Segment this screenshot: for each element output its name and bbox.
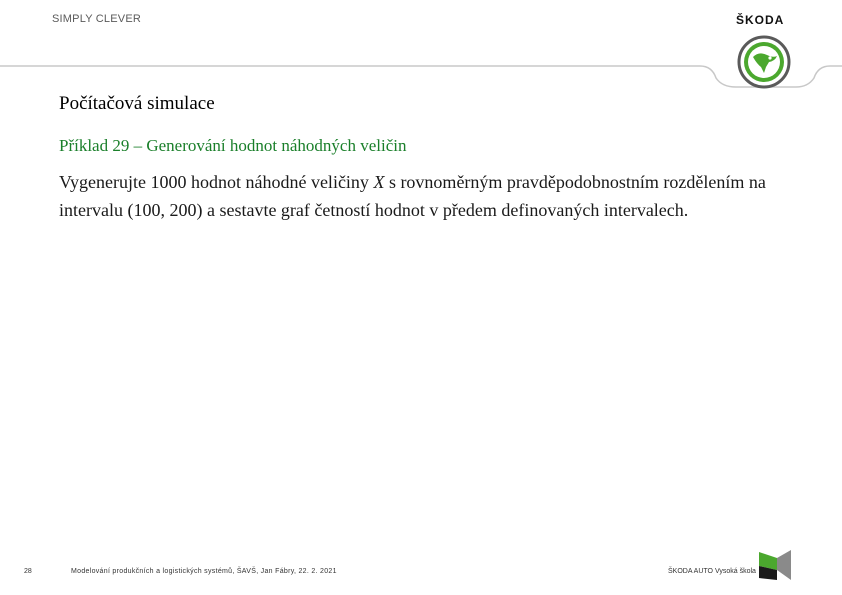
example-heading: Příklad 29 – Generování hodnot náhodných veličin bbox=[59, 136, 407, 155]
task-text-part1: Vygenerujte 1000 hodnot náhodné veličiny bbox=[59, 172, 374, 192]
skoda-winged-arrow-icon bbox=[737, 35, 791, 89]
variable-x: X bbox=[373, 172, 385, 192]
header-divider bbox=[0, 56, 842, 90]
brand-name: ŠKODA bbox=[736, 13, 785, 27]
page-title: Počítačová simulace bbox=[59, 93, 215, 114]
tagline: SIMPLY CLEVER bbox=[52, 13, 142, 25]
task-description bbox=[59, 168, 789, 224]
page-number: 28 bbox=[24, 568, 32, 575]
footer-brand: ŠKODA AUTO Vysoká škola bbox=[668, 568, 756, 575]
task-text-part2: s rovnoměrným pravděpodobnostním rozdělením na intervalu (100, 200) a sestavte graf četností hodnot v předem definovaných intervalech. bbox=[59, 172, 766, 220]
footer-text: Modelování produkčních a logistických systémů, ŠAVŠ, Jan Fábry, 22. 2. 2021 bbox=[71, 568, 337, 575]
flag-icon bbox=[757, 550, 793, 584]
